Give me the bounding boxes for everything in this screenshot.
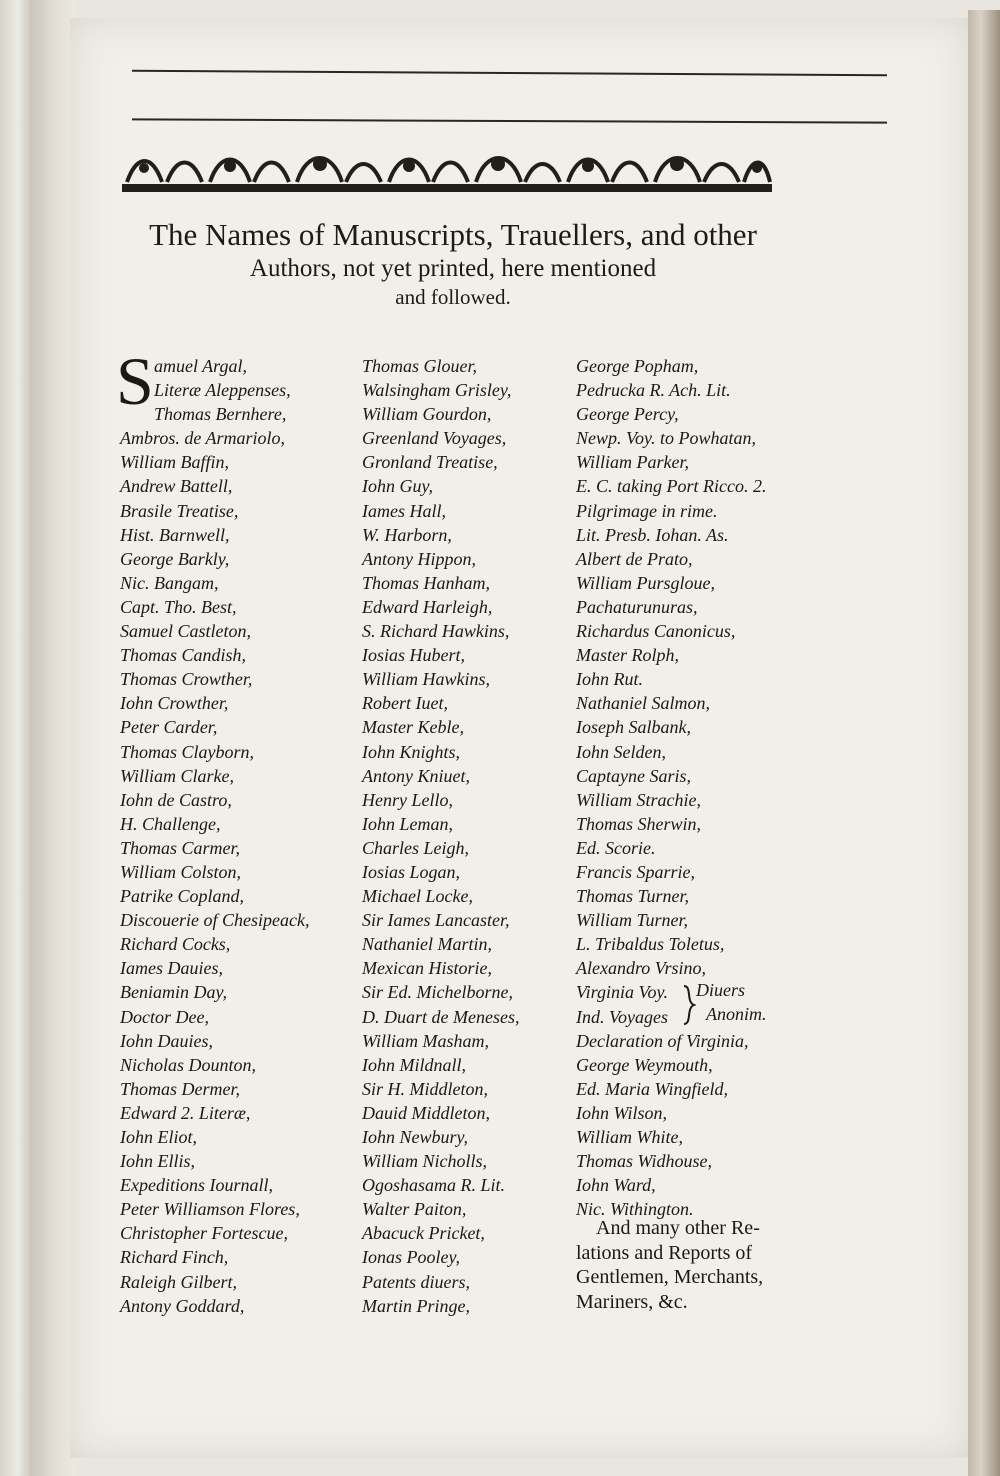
name-entry: Doctor Dee, (120, 1006, 209, 1027)
name-entry: Thomas Crowther, (120, 669, 253, 690)
name-entry: Sir Ed. Michelborne, (362, 982, 513, 1003)
name-entry: D. Duart de Meneses, (362, 1006, 520, 1027)
name-entry: Mexican Historie, (362, 958, 492, 979)
name-entry: Iohn Guy, (362, 476, 433, 497)
previous-page-edge (0, 0, 30, 1476)
name-entry: Iames Hall, (362, 500, 446, 521)
name-entry: William Colston, (120, 861, 242, 882)
name-entry: Expeditions Iournall, (120, 1175, 273, 1196)
name-entry: Richard Cocks, (120, 934, 231, 955)
name-entry: Antony Hippon, (362, 548, 476, 569)
name-entry: George Barkly, (120, 548, 230, 569)
name-entry: L. Tribaldus Toletus, (576, 934, 725, 955)
name-entry: Lit. Presb. Iohan. As. (576, 524, 729, 545)
name-entry: H. Challenge, (120, 813, 221, 834)
name-entry: Capt. Tho. Best, (120, 596, 237, 617)
name-entry: Nathaniel Salmon, (576, 693, 710, 714)
name-entry: Andrew Battell, (120, 476, 233, 497)
name-entry: William Pursgloue, (576, 572, 715, 593)
name-entry: Charles Leigh, (362, 837, 470, 858)
name-entry: Robert Iuet, (362, 693, 448, 714)
name-entry: amuel Argal, (154, 356, 247, 376)
name-entry: Edward Harleigh, (362, 596, 493, 617)
name-entry: Ed. Maria Wingfield, (576, 1078, 728, 1099)
name-entry: Sir Iames Lancaster, (362, 910, 510, 931)
name-entry: Iohn Eliot, (120, 1127, 197, 1147)
name-entry: Thomas Widhouse, (576, 1151, 713, 1172)
name-entry: Iohn Crowther, (120, 693, 229, 714)
page-heading (118, 216, 788, 310)
name-entry: Literæ Aleppenses, (154, 380, 291, 401)
name-entry: Greenland Voyages, (362, 428, 507, 449)
name-entry: Samuel Castleton, (120, 621, 251, 642)
name-entry: Hist. Barnwell, (120, 524, 230, 545)
brace-label-diuers: Diuers (696, 980, 745, 1000)
name-entry: Iosias Hubert, (362, 645, 465, 666)
name-entry: Francis Sparrie, (576, 861, 695, 882)
name-entry: William Parker, (576, 452, 689, 473)
name-entry: Sir H. Middleton, (362, 1078, 488, 1099)
name-entry: Ogoshasama R. Lit. (362, 1175, 506, 1196)
name-entry: Iohn Wilson, (576, 1102, 668, 1123)
name-entry: Thomas Dermer, (120, 1078, 241, 1099)
name-entry: William Nicholls, (362, 1151, 488, 1172)
name-entry: Captayne Saris, (576, 765, 691, 786)
name-entry: Iohn Newbury, (362, 1127, 468, 1147)
name-entry: Patents diuers, (362, 1271, 470, 1292)
name-entry: William Gourdon, (362, 404, 492, 425)
name-entry: Thomas Clayborn, (120, 741, 255, 762)
name-entry: Ed. Scorie. (576, 837, 656, 858)
name-entry: William Turner, (576, 910, 689, 931)
name-entry: George Percy, (576, 404, 679, 425)
name-entry: Michael Locke, (362, 886, 473, 907)
name-entry: Martin Pringe, (362, 1295, 470, 1316)
name-entry: Edward 2. Literæ, (120, 1102, 251, 1123)
name-entry: Iames Dauies, (120, 958, 223, 979)
name-entry: Iohn de Castro, (120, 789, 232, 810)
name-entry: Newp. Voy. to Powhatan, (576, 428, 756, 449)
page-stack-edge (968, 10, 1000, 1476)
name-entry: Ind. Voyages (576, 1006, 668, 1027)
name-entry: Iohn Knights, (362, 741, 461, 762)
name-entry: William White, (576, 1127, 683, 1147)
name-entry: Iohn Ellis, (120, 1151, 195, 1172)
name-entry: Abacuck Pricket, (362, 1223, 485, 1244)
name-entry: Thomas Sherwin, (576, 813, 702, 834)
closing-line-4: Mariners, &c. (576, 1290, 688, 1313)
name-entry: Gronland Treatise, (362, 452, 498, 473)
drop-capital: S (116, 343, 154, 419)
name-entry: Master Rolph, (576, 645, 679, 666)
name-entry: Virginia Voy. (576, 982, 668, 1003)
name-entry: Alexandro Vrsino, (576, 958, 706, 979)
name-entry: William Hawkins, (362, 669, 491, 690)
name-entry: Ambros. de Armariolo, (120, 428, 286, 449)
name-entry: Iohn Mildnall, (362, 1054, 466, 1075)
ornamental-border (122, 144, 772, 198)
name-entry: Declaration of Virginia, (576, 1030, 749, 1051)
name-entry: Iohn Ward, (576, 1175, 656, 1196)
heading-line-1: The Names of Manuscripts, Trauellers, and other (149, 217, 757, 252)
name-entry: Iohn Leman, (362, 813, 453, 834)
name-entry: William Baffin, (120, 452, 230, 473)
name-entry: Raleigh Gilbert, (120, 1271, 237, 1292)
name-entry: Ionas Pooley, (362, 1247, 460, 1268)
name-entry: Richard Finch, (120, 1247, 229, 1268)
name-entry: Nathaniel Martin, (362, 934, 492, 955)
name-entry: Ioseph Salbank, (576, 717, 691, 738)
name-entry: Thomas Candish, (120, 645, 247, 666)
names-column-3 (576, 354, 766, 1221)
name-entry: E. C. taking Port Ricco. 2. (576, 476, 767, 497)
closing-note (576, 1216, 786, 1314)
closing-line-3: Gentlemen, Merchants, (576, 1266, 764, 1288)
names-column-1 (120, 354, 309, 1318)
name-entry: Discouerie of Chesipeack, (120, 910, 310, 931)
name-entry: Walter Paiton, (362, 1199, 467, 1220)
name-entry: Master Keble, (362, 717, 464, 738)
name-entry: William Masham, (362, 1030, 490, 1051)
heading-line-3: and followed. (395, 285, 511, 309)
name-entry: Pachaturunuras, (576, 596, 698, 617)
name-entry: Peter Williamson Flores, (120, 1199, 300, 1220)
name-entry: Nic. Bangam, (120, 572, 219, 593)
name-entry: Albert de Prato, (576, 548, 693, 569)
name-entry: Patrike Copland, (120, 886, 244, 907)
closing-line-1: And many other Re- (596, 1217, 760, 1239)
name-entry: Nic. Withington. (576, 1199, 694, 1220)
name-entry: Iosias Logan, (362, 861, 461, 882)
name-entry: Walsingham Grisley, (362, 380, 512, 401)
name-entry: S. Richard Hawkins, (362, 621, 510, 642)
name-entry: Pilgrimage in rime. (576, 500, 718, 521)
name-entry: Antony Kniuet, (362, 765, 470, 786)
brace-label-anonim: Anonim. (706, 1004, 767, 1024)
heading-line-2: Authors, not yet printed, here mentioned (249, 255, 657, 282)
name-entry: Thomas Bernhere, (154, 404, 287, 425)
name-entry: W. Harborn, (362, 524, 452, 545)
name-entry: Thomas Carmer, (120, 837, 241, 858)
name-entry: Antony Goddard, (120, 1295, 245, 1316)
name-entry: William Strachie, (576, 789, 701, 810)
names-column-2 (362, 354, 519, 1318)
name-entry: Christopher Fortescue, (120, 1223, 288, 1244)
name-entry: Brasile Treatise, (120, 500, 239, 521)
name-entry: Richardus Canonicus, (576, 621, 736, 642)
name-entry: Thomas Glouer, (362, 356, 478, 376)
name-entry: Beniamin Day, (120, 982, 227, 1003)
closing-line-2: lations and Reports of (576, 1241, 753, 1264)
name-entry: Iohn Selden, (576, 741, 666, 762)
name-entry: Thomas Turner, (576, 886, 690, 907)
curly-brace (682, 984, 696, 1026)
name-entry: Pedrucka R. Ach. Lit. (576, 380, 731, 401)
name-entry: Nicholas Dounton, (120, 1054, 257, 1075)
name-entry: Henry Lello, (362, 789, 453, 810)
name-entry: George Popham, (576, 356, 699, 376)
name-entry: William Clarke, (120, 765, 234, 786)
name-entry: Dauid Middleton, (362, 1102, 490, 1123)
name-entry: Peter Carder, (120, 717, 218, 738)
name-entry: Iohn Rut. (576, 669, 643, 690)
name-entry: Iohn Dauies, (120, 1030, 213, 1051)
name-entry: Thomas Hanham, (362, 572, 491, 593)
name-entry: George Weymouth, (576, 1054, 713, 1075)
